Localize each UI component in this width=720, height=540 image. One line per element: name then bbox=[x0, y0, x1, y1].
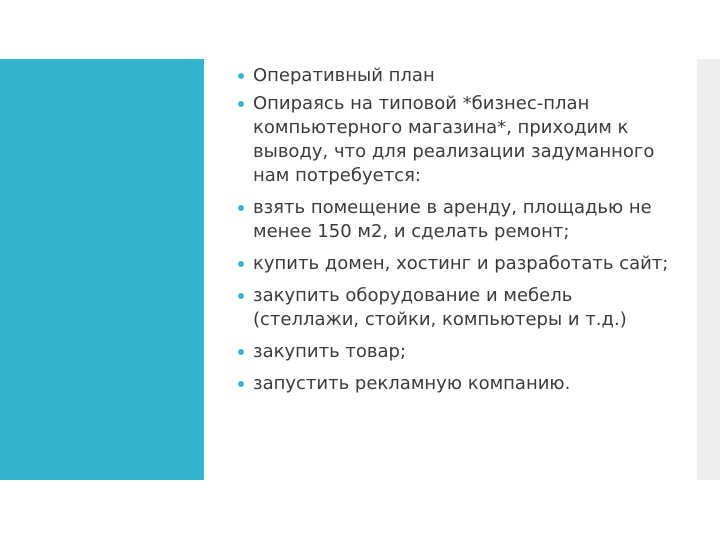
bullet-dot-icon bbox=[238, 261, 244, 267]
bullet-dot-icon bbox=[238, 349, 244, 355]
bullet-item-title bbox=[232, 64, 672, 88]
bullet-item-equipment bbox=[232, 284, 672, 332]
bullet-text: закупить оборудование и мебель (стеллажи, стойки, компьютеры и т.д.) bbox=[253, 285, 627, 330]
bullet-text: Оперативный план bbox=[253, 65, 435, 86]
bullet-text: взять помещение в аренду, площадью не менее 150 м2, и сделать ремонт; bbox=[253, 197, 652, 242]
bullet-dot-icon bbox=[238, 101, 244, 107]
bullet-item-rent bbox=[232, 196, 672, 244]
bullet-text: запустить рекламную компанию. bbox=[253, 373, 571, 394]
bullet-list bbox=[232, 64, 672, 396]
bullet-dot-icon bbox=[238, 73, 244, 79]
bullet-item-advertising bbox=[232, 372, 672, 396]
bullet-item-domain bbox=[232, 252, 672, 276]
bullet-text: купить домен, хостинг и разработать сайт; bbox=[253, 253, 669, 274]
bullet-text: Опираясь на типовой *бизнес-план компьютерного магазина*, приходим к выводу, что для реализации задуманного нам потребуется: bbox=[253, 93, 655, 186]
bullet-dot-icon bbox=[238, 205, 244, 211]
accent-panel bbox=[0, 59, 204, 480]
bullet-item-intro bbox=[232, 92, 672, 188]
slide-content bbox=[232, 64, 672, 404]
bullet-item-goods bbox=[232, 340, 672, 364]
bullet-dot-icon bbox=[238, 381, 244, 387]
right-edge-strip bbox=[697, 59, 720, 480]
bullet-text: закупить товар; bbox=[253, 341, 407, 362]
bullet-dot-icon bbox=[238, 293, 244, 299]
